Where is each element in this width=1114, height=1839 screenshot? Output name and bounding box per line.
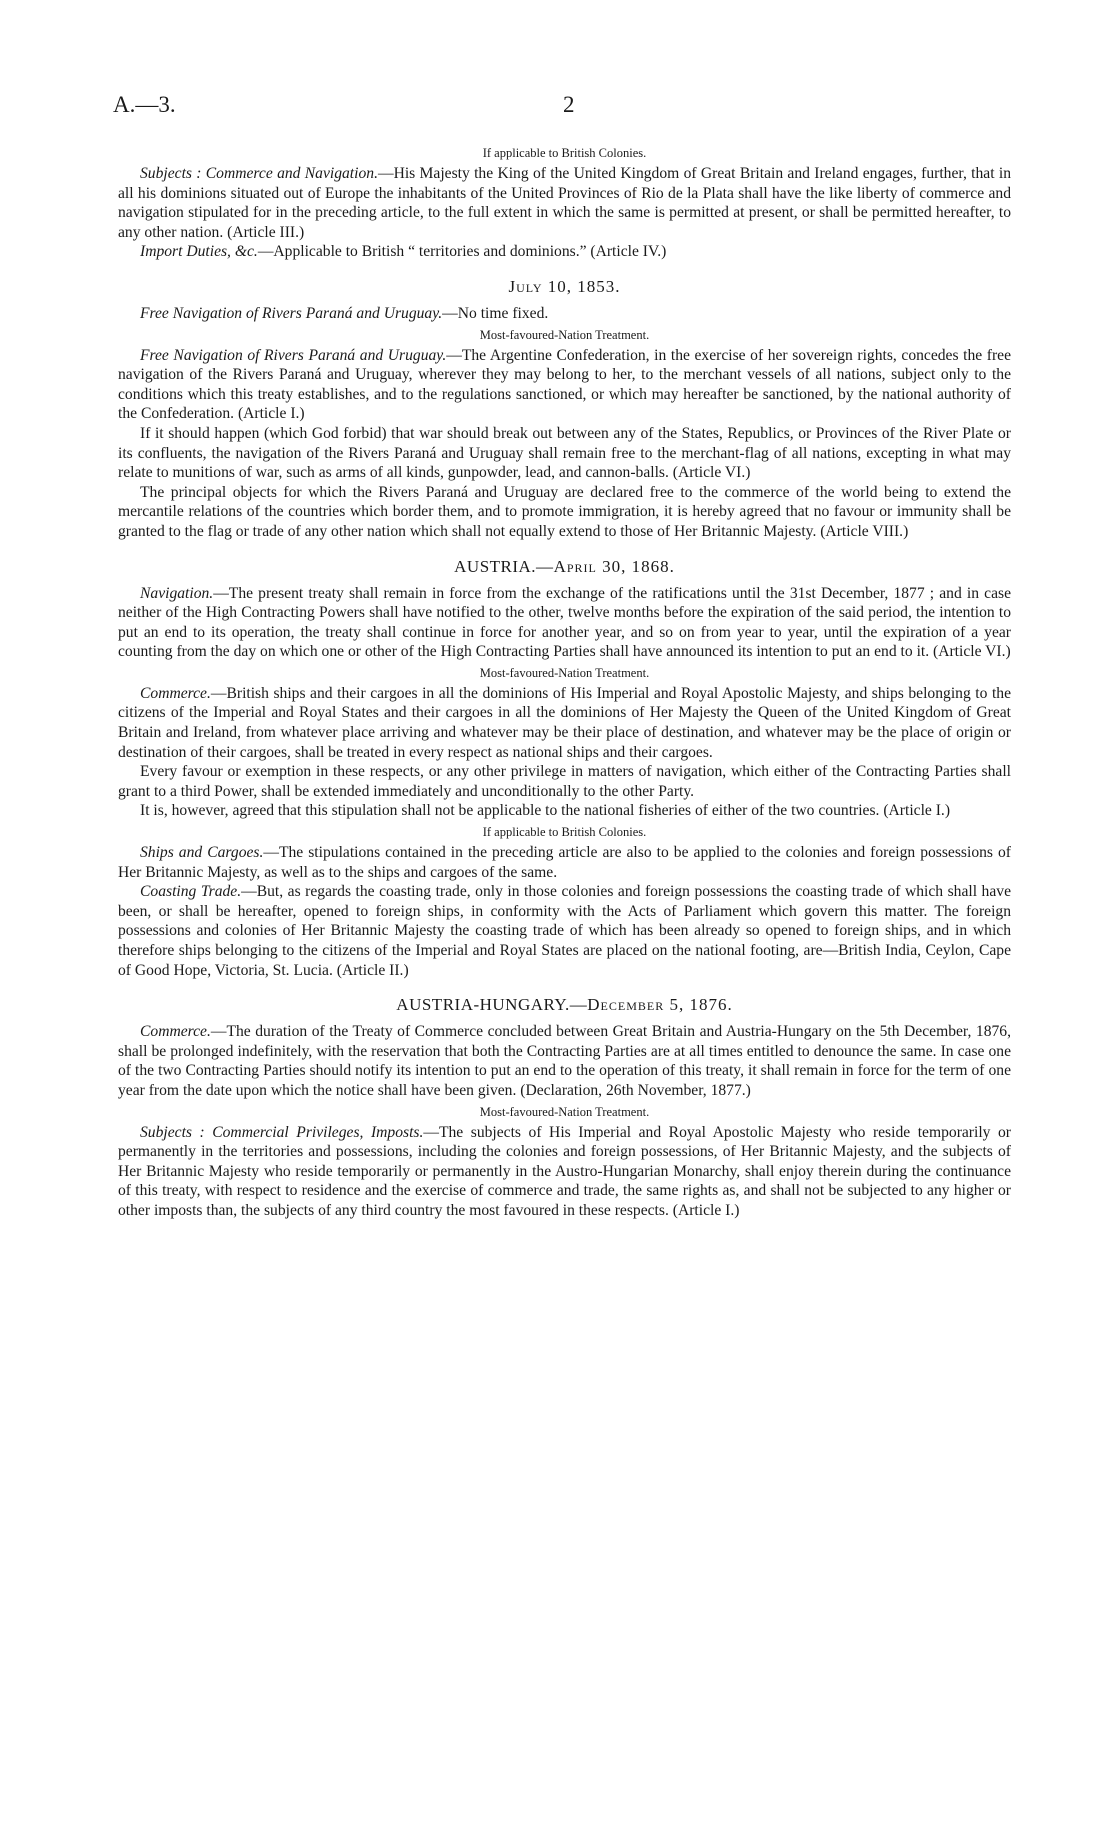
paragraph-text: —The stipulations contained in the preceding article are also to be applied to the colonies and foreign possessions of Her Britannic Majesty, as well as to the ships and cargoes of the same.: [118, 844, 1011, 881]
paragraph-text: —Applicable to British “ territories and dominions.” (Article IV.): [257, 243, 667, 261]
subheading-mfn: Most-favoured-Nation Treatment.: [479, 327, 650, 342]
paragraph-text: —The present treaty shall remain in force from the exchange of the ratifications until the 31st December, 1877 ; and in case neither of the High Contracting Powers shall have notified to the other, twelve months before the expiration of the said period, the intention to put an end to its operation, the treaty shall continue in force for another year, and so on from year to year, until the expiration of a year counting from the day on which one or other of the High Contracting Parties shall have announced its intention to put an end to it. (Article VI.): [118, 584, 1011, 661]
paragraph-label: Coasting Trade.: [140, 883, 242, 901]
topic-label: Free Navigation of Rivers Paraná and Uruguay.: [140, 304, 443, 322]
date-heading-1853: July 10, 1853.: [508, 276, 621, 296]
paragraph-label: Navigation.: [140, 584, 214, 602]
paragraph-war-clause: If it should happen (which God forbid) that war should break out between any of the States, Republics, or Provinces of the River Plate or its confluents, the navigation of the Rivers Paraná and Uruguay shall remain free to the merchant-flag of all nations, excepting in what may relate to munitions of war, such as arms of all kinds, gunpowder, lead, and cannon-balls. (Article VI.): [118, 424, 1011, 482]
paragraph-text: —His Majesty the King of the United Kingdom of Great Britain and Ireland engages, further, that in all his dominions situated out of Europe the inhabitants of the United Provinces of Rio de la Plata shall have the like liberty of commerce and navigation stipulated for in the preceding article, to the full extent in which the same is permitted at present, or shall be permitted hereafter, to any other nation. (Article III.): [118, 165, 1011, 241]
heading-austria-hungary: AUSTRIA-HUNGARY.—December 5, 1876.: [396, 995, 733, 1015]
paragraph-ships-cargoes: [118, 843, 1011, 882]
paragraph-text: —British ships and their cargoes in all the dominions of His Imperial and Royal Apostolic Majesty, and ships belonging to the citizens of the Imperial and Royal States and their cargoes in all the dominions of Her Majesty the Queen of the United Kingdom of Great Britain and Ireland, from whatever place arriving and whatever may be their place of destination, and whatever may be the place of origin or destination of their cargoes, shall be treated in every respect as national ships and their cargoes.: [118, 684, 1011, 761]
heading-austria: AUSTRIA.—April 30, 1868.: [454, 556, 675, 576]
subheading-mfn: Most-favoured-Nation Treatment.: [479, 665, 650, 680]
paragraph-label: Commerce.: [140, 1023, 211, 1041]
paragraph-fisheries: It is, however, agreed that this stipulation shall not be applicable to the national fisheries of either of the two countries. (Article I.): [140, 802, 951, 820]
paragraph-favour-exemption: Every favour or exemption in these respects, or any other privilege in matters of navigation, which either of the Contracting Parties shall grant to a third Power, shall be extended immediately and unconditionally to the other Party.: [118, 763, 1011, 800]
paragraph-text: —The Argentine Confederation, in the exercise of her sovereign rights, concedes the free navigation of the Rivers Paraná and Uruguay, wherever they may belong to her, to the merchant vessels of all nations, subject only to the conditions which this treaty establishes, and to the regulations sanctioned, or which may hereafter be sanctioned, by the national authority of the Confederation. (Article I.): [118, 346, 1011, 423]
paragraph-label: Free Navigation of Rivers Paraná and Uruguay.: [140, 346, 447, 364]
paragraph-principal-objects: The principal objects for which the Rivers Paraná and Uruguay are declared free to the commerce of the world being to extend the mercantile relations of the countries which border them, and to promote immigration, it is hereby agreed that no favour or immunity shall be granted to the flag or trade of any other nation which shall not equally extend to those of Her Britannic Majesty. (Article VIII.): [118, 483, 1011, 540]
page-number: 2: [563, 92, 575, 117]
paragraph-text: —The duration of the Treaty of Commerce concluded between Great Britain and Austria-Hungary on the 5th December, 1876, shall be prolonged indefinitely, with the reservation that both the Contracting Parties are at all times entitled to denounce the same. In case one of the two Contracting Parties should notify its intention to put an end to the operation of this treaty, it shall remain in force for the term of one year from the date upon which the notice shall have been given. (Declaration, 26th November, 1877.): [118, 1023, 1011, 1099]
subheading-mfn: Most-favoured-Nation Treatment.: [479, 1104, 650, 1119]
paragraph-label: Subjects : Commercial Privileges, Imposts.: [140, 1123, 424, 1141]
paragraph-label: Ships and Cargoes.: [140, 844, 264, 862]
paragraph-subjects-privileges: [118, 1123, 1011, 1221]
paragraph-label: Subjects : Commerce and Navigation.: [140, 165, 378, 182]
subheading-british-colonies: If applicable to British Colonies.: [482, 146, 647, 160]
paragraph-navigation: [118, 584, 1011, 662]
paragraph-free-navigation: [118, 346, 1011, 424]
paragraph-commerce: [118, 684, 1011, 762]
topic-line-free-navigation: [118, 304, 1011, 324]
topic-text: —No time fixed.: [442, 304, 549, 322]
document-body: [118, 142, 1011, 1221]
subheading-british-colonies: If applicable to British Colonies.: [482, 825, 647, 840]
paragraph-text: —The subjects of His Imperial and Royal Apostolic Majesty who reside temporarily or permanently in the territories and possessions, including the colonies and foreign possessions, of Her Britannic Majesty, and the subjects of Her Britannic Majesty who reside temporarily or permanently in the Austro-Hungarian Monarchy, shall enjoy therein during the continuance of this treaty, with respect to residence and the exercise of commerce and trade, the same rights as, and shall not be subjected to any higher or other imposts than, the subjects of any third country the most favoured in these respects. (Article I.): [118, 1123, 1011, 1219]
page-reference: A.—3.: [113, 92, 176, 117]
paragraph-label: Import Duties, &c.: [140, 243, 258, 261]
paragraph-text: —But, as regards the coasting trade, only in those colonies and foreign possessions the coasting trade of which shall have been, or shall be hereafter, opened to foreign ships, in conformity with the Acts of Parliament which govern this matter. The foreign possessions and colonies of Her Britannic Majesty the coasting trade of which has been already so opened to foreign ships, and in which therefore ships belonging to the citizens of the Imperial and Royal States are placed on the national footing, are—British India, Ceylon, Cape of Good Hope, Victoria, St. Lucia. (Article II.): [118, 883, 1011, 979]
paragraph-import-duties: [118, 242, 1011, 262]
paragraph-coasting-trade: [118, 882, 1011, 980]
paragraph-commerce-duration: [118, 1022, 1011, 1100]
paragraph-commerce-navigation: [118, 164, 1011, 242]
paragraph-label: Commerce.: [140, 684, 211, 702]
